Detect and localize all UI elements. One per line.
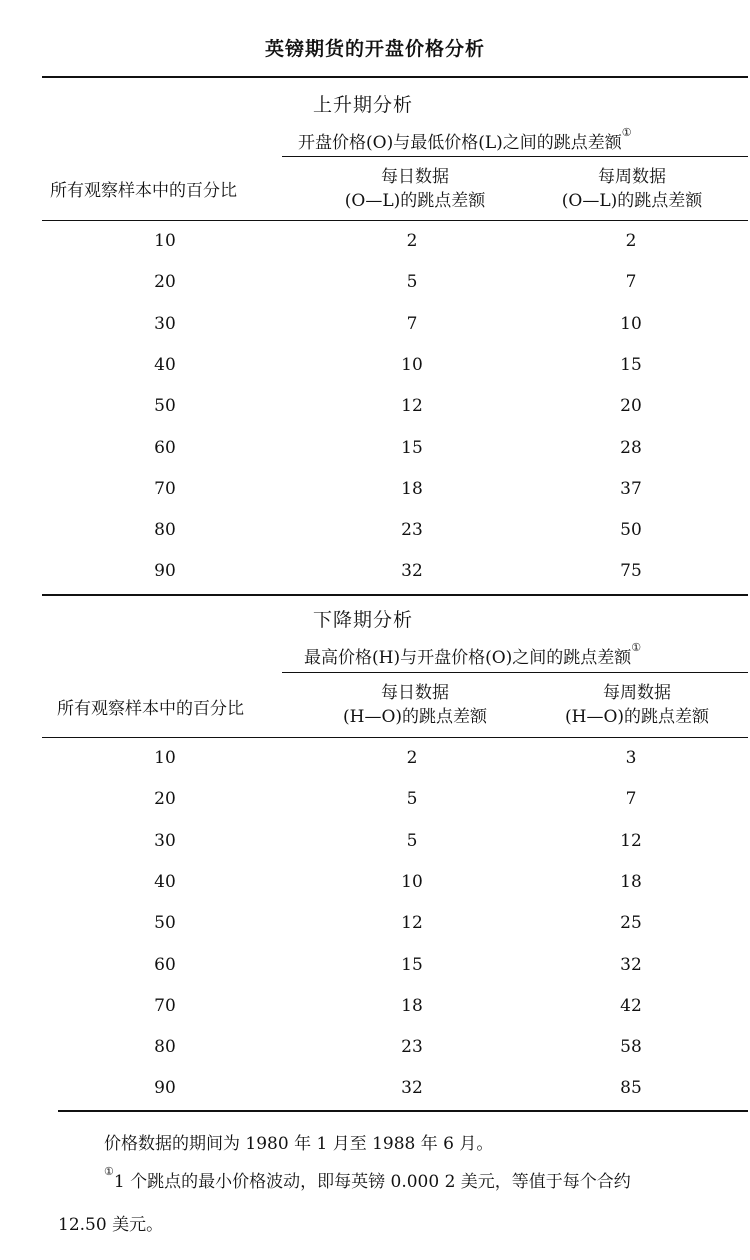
row-daily-value: 23	[401, 1037, 423, 1058]
down-col3-header	[537, 681, 737, 729]
row-percent: 50	[154, 913, 176, 934]
row-weekly-value: 58	[620, 1037, 642, 1058]
up-group-header	[298, 128, 632, 153]
row-weekly-value: 7	[625, 789, 637, 810]
footnote-mark: ①	[631, 641, 642, 654]
down-header-rule	[42, 737, 748, 738]
row-percent: 90	[154, 1078, 176, 1099]
row-weekly-value: 12	[620, 830, 642, 851]
row-percent: 30	[154, 313, 176, 334]
row-percent: 10	[154, 231, 176, 251]
row-percent: 10	[154, 748, 176, 768]
row-percent: 50	[154, 396, 176, 417]
up-col1-header: 所有观察样本中的百分比	[50, 181, 237, 201]
row-daily-value: 5	[406, 272, 418, 293]
up-col2-header	[305, 165, 525, 213]
down-group-header	[304, 643, 641, 668]
up-section-title: 上升期分析	[313, 94, 414, 116]
row-daily-value: 18	[401, 995, 423, 1016]
row-daily-value: 12	[401, 913, 423, 934]
row-daily-value: 2	[406, 231, 418, 251]
down-col3-header-line2: (H—O)的跳点差额	[564, 707, 710, 727]
row-daily-value: 5	[406, 830, 418, 851]
up-col2-header-line2: (O—L)的跳点差额	[344, 191, 486, 211]
row-weekly-value: 25	[620, 913, 642, 934]
row-percent: 40	[154, 354, 176, 375]
down-group-header-text: 最高价格(H)与开盘价格(O)之间的跳点差额	[304, 648, 632, 668]
row-daily-value: 5	[406, 789, 418, 810]
row-percent: 80	[154, 520, 176, 541]
down-group-rule	[282, 672, 748, 673]
row-daily-value: 18	[401, 478, 423, 499]
down-col3-header-line1: 每周数据	[603, 683, 671, 703]
row-percent: 90	[154, 561, 176, 582]
row-weekly-value: 32	[620, 954, 642, 975]
up-col3-header	[532, 165, 732, 213]
row-daily-value: 15	[401, 437, 423, 458]
up-col3-header-line1: 每周数据	[598, 167, 666, 187]
row-daily-value: 32	[401, 561, 423, 582]
row-weekly-value: 20	[620, 396, 642, 417]
row-weekly-value: 28	[620, 437, 642, 458]
row-weekly-value: 42	[620, 995, 642, 1016]
row-percent: 20	[154, 272, 176, 293]
row-daily-value: 23	[401, 520, 423, 541]
footnote-line2: 12.50 美元。	[58, 1215, 164, 1235]
footnote-mark: ①	[104, 1165, 114, 1178]
down-section-title: 下降期分析	[313, 609, 414, 631]
row-percent: 20	[154, 789, 176, 810]
row-weekly-value: 15	[620, 354, 642, 375]
up-group-header-text: 开盘价格(O)与最低价格(L)之间的跳点差额	[298, 133, 622, 153]
table-title: 英镑期货的开盘价格分析	[264, 38, 485, 60]
bottom-rule	[58, 1110, 748, 1112]
section-divider-rule	[42, 594, 748, 596]
row-weekly-value: 50	[620, 520, 642, 541]
row-percent: 60	[154, 954, 176, 975]
row-daily-value: 10	[401, 871, 423, 892]
row-percent: 80	[154, 1037, 176, 1058]
row-percent: 70	[154, 995, 176, 1016]
row-weekly-value: 75	[620, 561, 642, 582]
up-group-rule	[282, 156, 748, 157]
row-percent: 60	[154, 437, 176, 458]
footnote-mark: ①	[621, 126, 632, 139]
row-weekly-value: 85	[620, 1078, 642, 1099]
row-weekly-value: 37	[620, 478, 642, 499]
down-col2-header-line2: (H—O)的跳点差额	[342, 707, 488, 727]
down-col2-header-line1: 每日数据	[381, 683, 449, 703]
row-daily-value: 15	[401, 954, 423, 975]
row-weekly-value: 7	[625, 272, 637, 293]
up-header-rule	[42, 220, 748, 221]
row-percent: 70	[154, 478, 176, 499]
up-col3-header-line2: (O—L)的跳点差额	[561, 191, 703, 211]
row-daily-value: 10	[401, 354, 423, 375]
row-daily-value: 7	[406, 313, 418, 334]
row-weekly-value: 10	[620, 313, 642, 334]
period-note: 价格数据的期间为 1980 年 1 月至 1988 年 6 月。	[104, 1134, 494, 1154]
row-daily-value: 2	[406, 748, 418, 768]
down-col1-header: 所有观察样本中的百分比	[57, 699, 244, 719]
footnote-line1	[104, 1167, 631, 1192]
footnote-text-1: 1 个跳点的最小价格波动，即每英镑 0.000 2 美元，等值于每个合约	[113, 1172, 631, 1192]
row-weekly-value: 3	[625, 748, 637, 768]
row-weekly-value: 2	[625, 231, 637, 251]
row-daily-value: 12	[401, 396, 423, 417]
down-col2-header	[310, 681, 520, 729]
row-weekly-value: 18	[620, 871, 642, 892]
row-percent: 30	[154, 830, 176, 851]
top-rule	[42, 76, 748, 78]
row-daily-value: 32	[401, 1078, 423, 1099]
row-percent: 40	[154, 871, 176, 892]
up-col2-header-line1: 每日数据	[381, 167, 449, 187]
